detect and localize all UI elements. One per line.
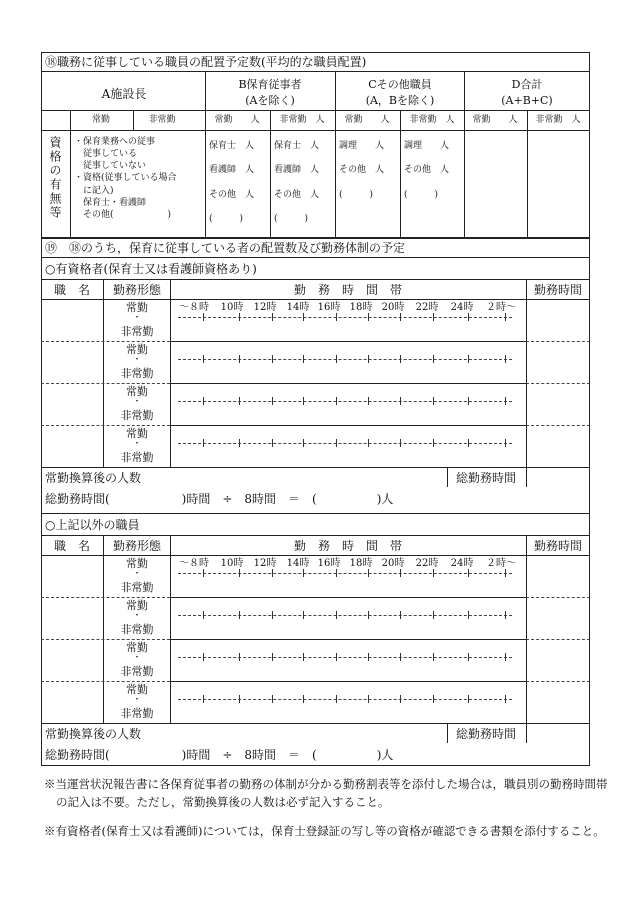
g2-time-tick [468, 653, 469, 661]
g2-total-hours-label: 総勤務時間 [455, 727, 517, 741]
g2-time-label: 12時 [253, 558, 277, 569]
g1-time-tick [239, 397, 240, 405]
g1-time-tick [505, 355, 506, 363]
g1-time-tick [303, 355, 304, 363]
g2-time-tick [433, 611, 434, 619]
group2-title: ○上記以外の職員 [45, 518, 140, 532]
g1-time-tick [433, 355, 434, 363]
g1-time-tick [400, 397, 401, 405]
g1-time-label: 18時 [349, 302, 373, 313]
g2-time-tick [468, 695, 469, 703]
s18-sub-d-parttime: 非常勤 人 [535, 115, 581, 125]
s18-header-divider [41, 110, 590, 111]
g2-row-divider [41, 597, 170, 598]
g2-time-tick [400, 569, 401, 577]
s18-row-label: 資格の有無等 [48, 136, 62, 220]
g1-row-divider [41, 383, 170, 384]
g1-time-tick [433, 439, 434, 447]
g2-time-label: 24時 [450, 558, 474, 569]
g2-timeline [178, 657, 512, 658]
g2-form-parttime: 非常勤 [120, 665, 154, 678]
g1-form-dot: ・ [132, 355, 142, 365]
g1-col-hours [526, 279, 527, 467]
g1-time-tick [272, 313, 273, 321]
g1-time-tick [336, 355, 337, 363]
g1-formula: 総勤務時間( )時間 ÷ 8時間 ＝ ( )人 [45, 492, 394, 506]
g2-header-form: 勤務形態 [112, 539, 162, 553]
g1-row-divider [41, 425, 170, 426]
g2-row-divider-hours [526, 639, 590, 640]
g1-total-col-right [526, 467, 527, 487]
g1-time-label: ２時～ [486, 302, 516, 313]
s18-b-parttime-lines: 保育士 人 看護師 人 その他 人 ( ) [274, 141, 320, 224]
g1-time-tick [239, 355, 240, 363]
g1-form-parttime: 非常勤 [120, 451, 154, 464]
note-2: ※有資格者(保育士又は看護師)については，保育士登録証の写し等の資格が確認できる書類を添付すること。 [44, 824, 605, 838]
g1-form-parttime: 非常勤 [120, 367, 154, 380]
section19-title: ⑲ ⑱のうち，保育に従事している者の配置数及び勤務体制の予定 [45, 241, 406, 255]
g1-time-tick [272, 439, 273, 447]
g1-form-fulltime: 常勤 [126, 385, 148, 398]
g1-time-tick [368, 355, 369, 363]
g1-body-divider [41, 467, 590, 468]
g2-time-tick [336, 695, 337, 703]
g1-time-tick [203, 397, 204, 405]
g2-time-tick [239, 653, 240, 661]
g1-time-tick [303, 313, 304, 321]
g2-time-label: ２時～ [486, 558, 516, 569]
g1-total-hours-label: 総勤務時間 [455, 471, 517, 485]
g1-time-tick [368, 313, 369, 321]
g2-timeline [178, 573, 512, 574]
g1-form-parttime: 非常勤 [120, 409, 154, 422]
s18-a-bullets: ・保育業務への従事 従事している 従事していない ・資格(従事している場合 に記入) 保育士・看護師 その他( ) [74, 137, 177, 220]
g1-header-divider [41, 299, 590, 300]
g2-time-tick [400, 695, 401, 703]
s18-col-b-l1: B保育従事者 [238, 78, 302, 91]
g1-form-parttime: 非常勤 [120, 325, 154, 338]
g2-time-tick [336, 611, 337, 619]
s18-col-c-l2: (A，Bを除く) [365, 94, 435, 107]
s18-title-divider [41, 71, 590, 72]
g2-time-tick [400, 611, 401, 619]
g1-fte-label: 常勤換算後の人数 [45, 471, 142, 485]
g1-time-tick [303, 397, 304, 405]
g2-time-tick [203, 569, 204, 577]
g2-row-divider [41, 639, 170, 640]
g2-top-divider [41, 535, 590, 536]
g2-time-tick [303, 695, 304, 703]
g2-form-parttime: 非常勤 [120, 707, 154, 720]
g1-form-fulltime: 常勤 [126, 301, 148, 314]
g1-time-tick [505, 313, 506, 321]
g1-time-tick [468, 439, 469, 447]
g2-header-name: 職 名 [53, 539, 91, 553]
g1-time-tick [303, 439, 304, 447]
g2-time-tick [272, 611, 273, 619]
g2-form-fulltime: 常勤 [126, 557, 148, 570]
g1-time-tick [336, 439, 337, 447]
g1-time-tick [433, 397, 434, 405]
g2-body-divider [41, 723, 590, 724]
g1-row-divider-band [170, 383, 526, 384]
g1-time-label: ～８時 [179, 302, 209, 313]
s18-sub-b-fulltime: 常勤 人 [214, 115, 260, 125]
g2-time-tick [468, 569, 469, 577]
g2-row-divider-band [170, 597, 526, 598]
g1-time-tick [505, 397, 506, 405]
g1-row-divider-band [170, 425, 526, 426]
g1-time-tick [336, 313, 337, 321]
g2-total-col-left [447, 723, 448, 743]
g1-time-label: 14時 [286, 302, 310, 313]
g2-time-tick [203, 695, 204, 703]
g2-time-label: 22時 [415, 558, 439, 569]
g2-time-tick [272, 695, 273, 703]
g1-row-divider-hours [526, 341, 590, 342]
g1-time-tick [272, 355, 273, 363]
g2-form-fulltime: 常勤 [126, 641, 148, 654]
s18-b-fulltime-lines: 保育士 人 看護師 人 その他 人 ( ) [209, 141, 255, 224]
s18-sub-a [133, 110, 134, 130]
g1-row-divider [41, 341, 170, 342]
s18-col-b-l2: (Aを除く) [245, 94, 295, 107]
g1-time-tick [400, 355, 401, 363]
g1-form-fulltime: 常勤 [126, 343, 148, 356]
g2-timeline [178, 615, 512, 616]
g1-timeline [178, 359, 512, 360]
g1-header-band: 勤 務 時 間 帯 [293, 283, 403, 297]
g1-time-tick [203, 355, 204, 363]
g1-time-tick [400, 313, 401, 321]
g2-formula: 総勤務時間( )時間 ÷ 8時間 ＝ ( )人 [45, 748, 394, 762]
g2-row-divider-hours [526, 681, 590, 682]
s18-col-a: A施設長 [101, 87, 147, 101]
g2-time-tick [303, 653, 304, 661]
g2-total-col-right [526, 723, 527, 743]
s18-col-d-l1: D合計 [511, 78, 543, 91]
g1-header-form: 勤務形態 [112, 283, 162, 297]
s18-sub-b-parttime: 非常勤 人 [279, 115, 325, 125]
g2-time-tick [203, 611, 204, 619]
g1-time-label: 16時 [317, 302, 341, 313]
g2-time-tick [368, 611, 369, 619]
g1-row-divider-hours [526, 383, 590, 384]
g1-time-tick [400, 439, 401, 447]
g1-time-label: 22時 [415, 302, 439, 313]
g1-time-tick [468, 397, 469, 405]
g2-time-tick [272, 569, 273, 577]
g2-row-divider-band [170, 639, 526, 640]
g2-form-dot: ・ [132, 569, 142, 579]
g2-title-divider [41, 513, 590, 514]
g2-time-label: ～８時 [179, 558, 209, 569]
s18-sub-c-fulltime: 常勤 人 [344, 115, 390, 125]
g2-fte-label: 常勤換算後の人数 [45, 727, 142, 741]
group1-title: ○有資格者(保育士又は看護師資格あり) [45, 262, 257, 276]
g2-time-tick [303, 611, 304, 619]
g1-total-col-left [447, 467, 448, 487]
g2-time-tick [400, 653, 401, 661]
g1-timeline [178, 401, 512, 402]
g2-time-tick [505, 695, 506, 703]
g1-time-label: 10時 [220, 302, 244, 313]
s18-sub-d-fulltime: 常勤 人 [472, 115, 518, 125]
g1-time-tick [468, 355, 469, 363]
g2-col-hours [526, 535, 527, 723]
g2-form-parttime: 非常勤 [120, 623, 154, 636]
g2-time-tick [505, 569, 506, 577]
g1-time-tick [433, 313, 434, 321]
g2-header-band: 勤 務 時 間 帯 [293, 539, 403, 553]
g1-header-name: 職 名 [53, 283, 91, 297]
g2-time-label: 20時 [381, 558, 405, 569]
g1-time-tick [272, 397, 273, 405]
s18-sub-a-fulltime: 常勤 [91, 115, 111, 125]
g2-time-tick [368, 695, 369, 703]
s18-c-parttime-lines: 調理 人 その他 人 ( ) [404, 141, 450, 200]
g2-form-fulltime: 常勤 [126, 683, 148, 696]
g1-timeline [178, 317, 512, 318]
g2-time-tick [239, 569, 240, 577]
g2-time-tick [336, 653, 337, 661]
g2-timeline [178, 699, 512, 700]
g2-time-tick [368, 569, 369, 577]
g1-time-tick [505, 439, 506, 447]
g1-form-fulltime: 常勤 [126, 427, 148, 440]
s18-col-c-l1: Cその他職員 [368, 78, 432, 91]
g2-time-label: 14時 [286, 558, 310, 569]
g2-time-tick [468, 611, 469, 619]
g2-header-hours: 勤務時間 [533, 539, 583, 553]
g1-form-dot: ・ [132, 313, 142, 323]
g1-row-divider-band [170, 341, 526, 342]
g2-row-divider [41, 681, 170, 682]
s18-sub-a-parttime: 非常勤 [148, 115, 176, 125]
g2-form-dot: ・ [132, 653, 142, 663]
g2-time-tick [433, 695, 434, 703]
g1-timeline [178, 443, 512, 444]
g1-col-form [170, 279, 171, 467]
g1-time-label: 12時 [253, 302, 277, 313]
g2-time-tick [433, 653, 434, 661]
g1-time-label: 24時 [450, 302, 474, 313]
g2-time-tick [505, 611, 506, 619]
g1-time-tick [239, 313, 240, 321]
s18-col-divider-b [205, 71, 206, 238]
g1-time-tick [468, 313, 469, 321]
g2-time-label: 18時 [349, 558, 373, 569]
g2-form-parttime: 非常勤 [120, 581, 154, 594]
g1-time-tick [203, 313, 204, 321]
g2-time-tick [505, 653, 506, 661]
g1-time-tick [368, 439, 369, 447]
g1-time-label: 20時 [381, 302, 405, 313]
g2-time-tick [433, 569, 434, 577]
g2-time-tick [239, 695, 240, 703]
s19-title-divider [41, 257, 590, 258]
g2-time-tick [303, 569, 304, 577]
s18-sub-c-parttime: 非常勤 人 [409, 115, 455, 125]
g1-time-tick [368, 397, 369, 405]
g1-form-dot: ・ [132, 439, 142, 449]
g2-time-label: 10時 [220, 558, 244, 569]
g2-time-label: 16時 [317, 558, 341, 569]
g1-form-dot: ・ [132, 397, 142, 407]
g2-form-dot: ・ [132, 611, 142, 621]
g1-header-hours: 勤務時間 [533, 283, 583, 297]
g1-time-tick [203, 439, 204, 447]
section18-title: ⑱職務に従事している職員の配置予定数(平均的な職員配置) [45, 55, 367, 69]
note-1: ※当運営状況報告書に各保育従事者の勤務の体制が分かる勤務割表等を添付した場合は，職員別の勤務時間帯の記入は不要。ただし，常勤換算後の人数は必ず記入すること。 [44, 777, 608, 810]
g1-col-name [103, 279, 104, 467]
g2-row-divider-hours [526, 597, 590, 598]
g2-col-form [170, 535, 171, 723]
g2-time-tick [203, 653, 204, 661]
s18-col-divider-d [464, 71, 465, 238]
s18-col-d-l2: (A+B+C) [501, 94, 553, 107]
g2-col-name [103, 535, 104, 723]
g2-row-divider-band [170, 681, 526, 682]
g2-time-tick [239, 611, 240, 619]
g2-time-tick [368, 653, 369, 661]
g2-form-fulltime: 常勤 [126, 599, 148, 612]
g1-top-divider [41, 279, 590, 280]
g1-time-tick [336, 397, 337, 405]
s18-col-divider-c [335, 71, 336, 238]
g2-time-tick [272, 653, 273, 661]
g2-header-divider [41, 555, 590, 556]
g2-time-tick [336, 569, 337, 577]
s18-c-fulltime-lines: 調理 人 その他 人 ( ) [339, 141, 385, 200]
g1-time-tick [239, 439, 240, 447]
s18-sub-divider [41, 130, 590, 131]
g1-row-divider-hours [526, 425, 590, 426]
g2-form-dot: ・ [132, 695, 142, 705]
